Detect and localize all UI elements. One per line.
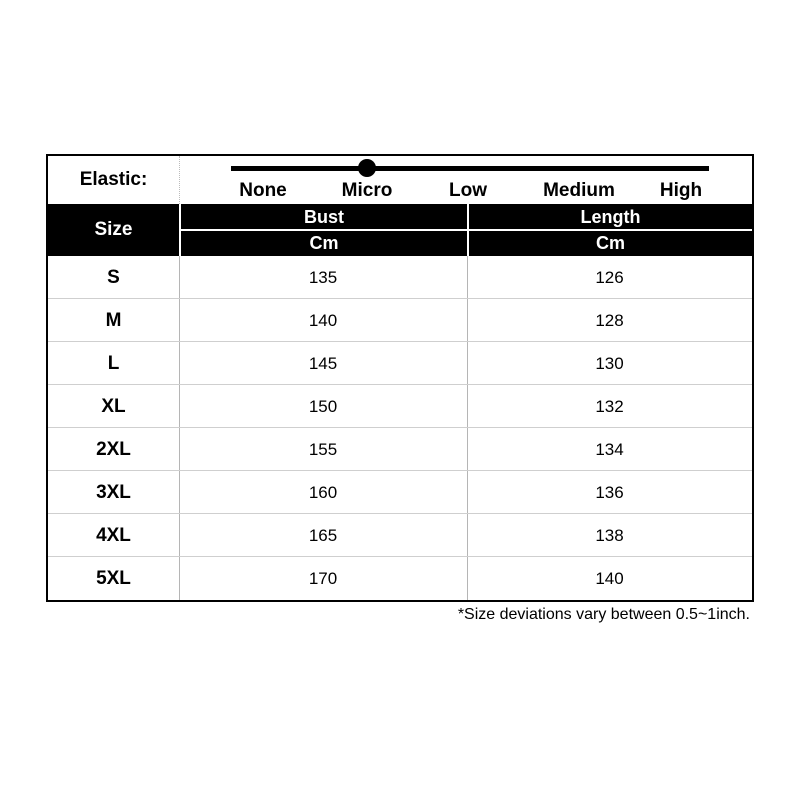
table-row (48, 256, 752, 299)
table-header (48, 204, 752, 256)
elastic-level-low: Low (449, 180, 487, 201)
elastic-level-medium: Medium (543, 180, 615, 201)
header-bust-unit: Cm (309, 232, 339, 253)
elastic-levels (179, 180, 752, 204)
header-size: Size (94, 219, 133, 240)
elastic-label: Elastic: (48, 156, 180, 204)
length-cell: 138 (595, 525, 624, 545)
size-cell: S (107, 266, 120, 288)
length-cell: 140 (595, 568, 624, 588)
elastic-level-none: None (239, 180, 287, 201)
length-cell: 136 (595, 482, 624, 502)
bust-cell: 135 (308, 267, 338, 287)
bust-cell: 170 (308, 568, 338, 588)
bust-cell: 150 (308, 396, 338, 416)
table-row (48, 342, 752, 385)
size-cell: M (105, 309, 122, 331)
size-cell: 4XL (96, 524, 131, 546)
size-chart-table (46, 154, 754, 602)
bust-cell: 140 (308, 310, 338, 330)
table-row (48, 471, 752, 514)
length-cell: 134 (595, 439, 624, 459)
size-cell: XL (101, 395, 126, 417)
size-cell: 3XL (96, 481, 131, 503)
length-cell: 126 (595, 267, 624, 287)
bust-cell: 160 (308, 482, 338, 502)
length-cell: 128 (595, 310, 624, 330)
length-cell: 130 (595, 353, 624, 373)
size-cell: 5XL (96, 567, 131, 589)
table-row (48, 385, 752, 428)
table-body (48, 256, 752, 600)
table-row (48, 299, 752, 342)
header-length: Length (580, 206, 641, 227)
size-cell: 2XL (96, 438, 131, 460)
elastic-level-high: High (659, 180, 703, 201)
table-row (48, 557, 752, 600)
elastic-row (48, 156, 752, 204)
elastic-level-micro: Micro (341, 180, 393, 201)
header-bust: Bust (304, 206, 344, 227)
bust-cell: 155 (308, 439, 338, 459)
length-cell: 132 (595, 396, 624, 416)
elastic-indicator-dot (358, 159, 376, 177)
elastic-scale-track (231, 166, 709, 171)
size-cell: L (107, 352, 120, 374)
header-length-unit: Cm (595, 232, 625, 253)
table-row (48, 428, 752, 471)
bust-cell: 165 (308, 525, 338, 545)
table-row (48, 514, 752, 557)
bust-cell: 145 (308, 353, 338, 373)
size-deviation-note: *Size deviations vary between 0.5~1inch. (457, 606, 750, 623)
